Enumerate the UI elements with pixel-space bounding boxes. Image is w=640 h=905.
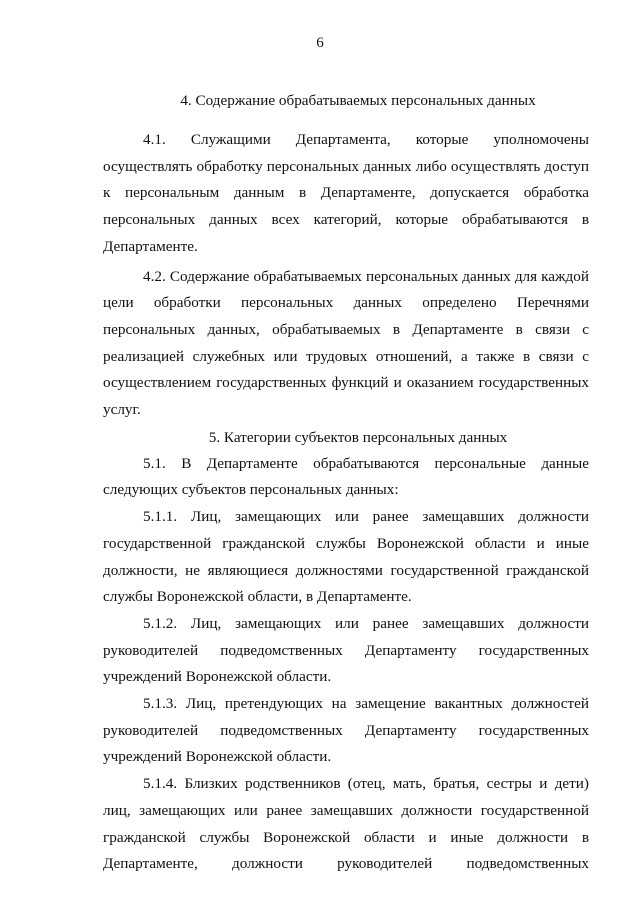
section-4-heading: 4. Содержание обрабатываемых персональных данных (180, 92, 536, 109)
document-body (103, 88, 589, 878)
paragraph-5-1: 5.1. В Департаменте обрабатываются персональные данные следующих субъектов персональных данных: (103, 454, 589, 499)
paragraph-5-1-3: 5.1.3. Лиц, претендующих на замещение вакантных должностей руководителей подведомственных Департаменту государственных учреждений Воронежской области. (103, 695, 589, 766)
paragraph-5-1-2: 5.1.2. Лиц, замещающих или ранее замещавших должности руководителей подведомственных Департаменту государственных учреждений Воронежской области. (103, 614, 589, 686)
paragraph-4-1: 4.1. Служащими Департамента, которые уполномочены осуществлять обработку персональных данных либо осуществлять доступ к персональным данным в Департаменте, допускается обработка персональных данных всех категорий, которые обрабатываются в Департаменте. (103, 131, 589, 255)
section-5-heading: 5. Категории субъектов персональных данных (208, 428, 508, 446)
paragraph-5-1-1: 5.1.1. Лиц, замещающих или ранее замещавших должности государственной гражданской службы Воронежской области и иные должности, не являющиеся должностями государственной гражданской службы Воронежской области, в Департаменте. (103, 508, 589, 606)
paragraph-4-2: 4.2. Содержание обрабатываемых персональных данных для каждой цели обработки персональных данных определено Перечнями персональных данных, обрабатываемых в Департаменте в связи с реализацией служебных или трудовых отношений, а также в связи с осуществлением государственных функций и оказанием государственных услуг. (103, 267, 589, 419)
page-number: 6 (316, 35, 324, 51)
paragraph-5-1-4: 5.1.4. Близких родственников (отец, мать, братья, сестры и дети) лиц, замещающих или ранее замещавших должности государственной гражданской службы Воронежской области и иные должности в Департаменте, должности руководителей подведомственных (103, 775, 589, 873)
